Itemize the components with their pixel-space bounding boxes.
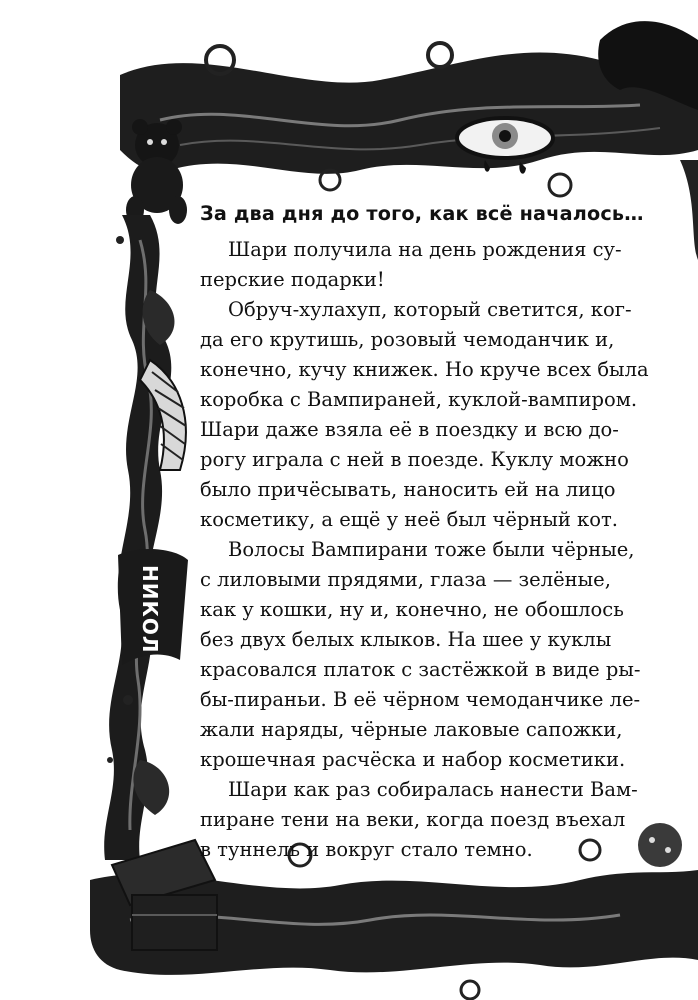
text-line: пиране тени на веки, когда поезд въехал: [200, 808, 626, 831]
text-line: Шари даже взяла её в поездку и всю до-: [200, 418, 619, 441]
text-line: было причёсывать, наносить ей на лицо: [200, 478, 616, 501]
text-line: косметику, а ещё у неё был чёрный кот.: [200, 508, 618, 531]
ink-drop: [107, 757, 113, 763]
text-line: конечно, кучу книжек. Но круче всех была: [200, 358, 649, 381]
chapter-heading: За два дня до того, как всё началось…: [200, 202, 644, 225]
vine-curl: [461, 981, 479, 999]
text-line: рогу играла с ней в поезде. Куклу можно: [200, 448, 629, 471]
text-line: без двух белых клыков. На шее у куклы: [200, 628, 612, 651]
chapter-text: [200, 197, 675, 865]
right-edge-vine: [680, 160, 698, 260]
text-line: бы-пираньи. В её чёрном чемоданчике ле-: [200, 688, 641, 711]
banner-text: НИКОЛ: [138, 565, 162, 654]
text-line: Шари получила на день рождения су-: [228, 238, 622, 261]
text-line: жали наряды, чёрные лаковые сапожки,: [200, 718, 623, 741]
text-line: Волосы Вампирани тоже были чёрные,: [228, 538, 635, 561]
text-line: как у кошки, ну и, конечно, не обошлось: [200, 598, 624, 621]
text-line: крошечная расчёска и набор косметики.: [200, 748, 626, 771]
ink-drop: [116, 236, 124, 244]
text-line: Обруч-хулахуп, который светится, ког-: [228, 298, 632, 321]
nikol-banner: [118, 549, 188, 665]
text-line: красовался платок с застёжкой в виде ры-: [200, 658, 641, 681]
vine-curl: [549, 174, 571, 196]
text-line: да его крутишь, розовый чемоданчик и,: [200, 328, 615, 351]
text-line: в туннель и вокруг стало темно.: [200, 838, 533, 861]
text-line: перские подарки!: [200, 268, 385, 291]
ink-drop: [123, 695, 133, 705]
text-line: с лиловыми прядями, глаза — зелёные,: [200, 568, 611, 591]
vine-curl: [428, 43, 452, 67]
text-line: коробка с Вампираней, куклой-вампиром.: [200, 388, 638, 411]
text-line: Шари как раз собиралась нанести Вам-: [228, 778, 638, 801]
eye-pupil: [499, 130, 511, 142]
